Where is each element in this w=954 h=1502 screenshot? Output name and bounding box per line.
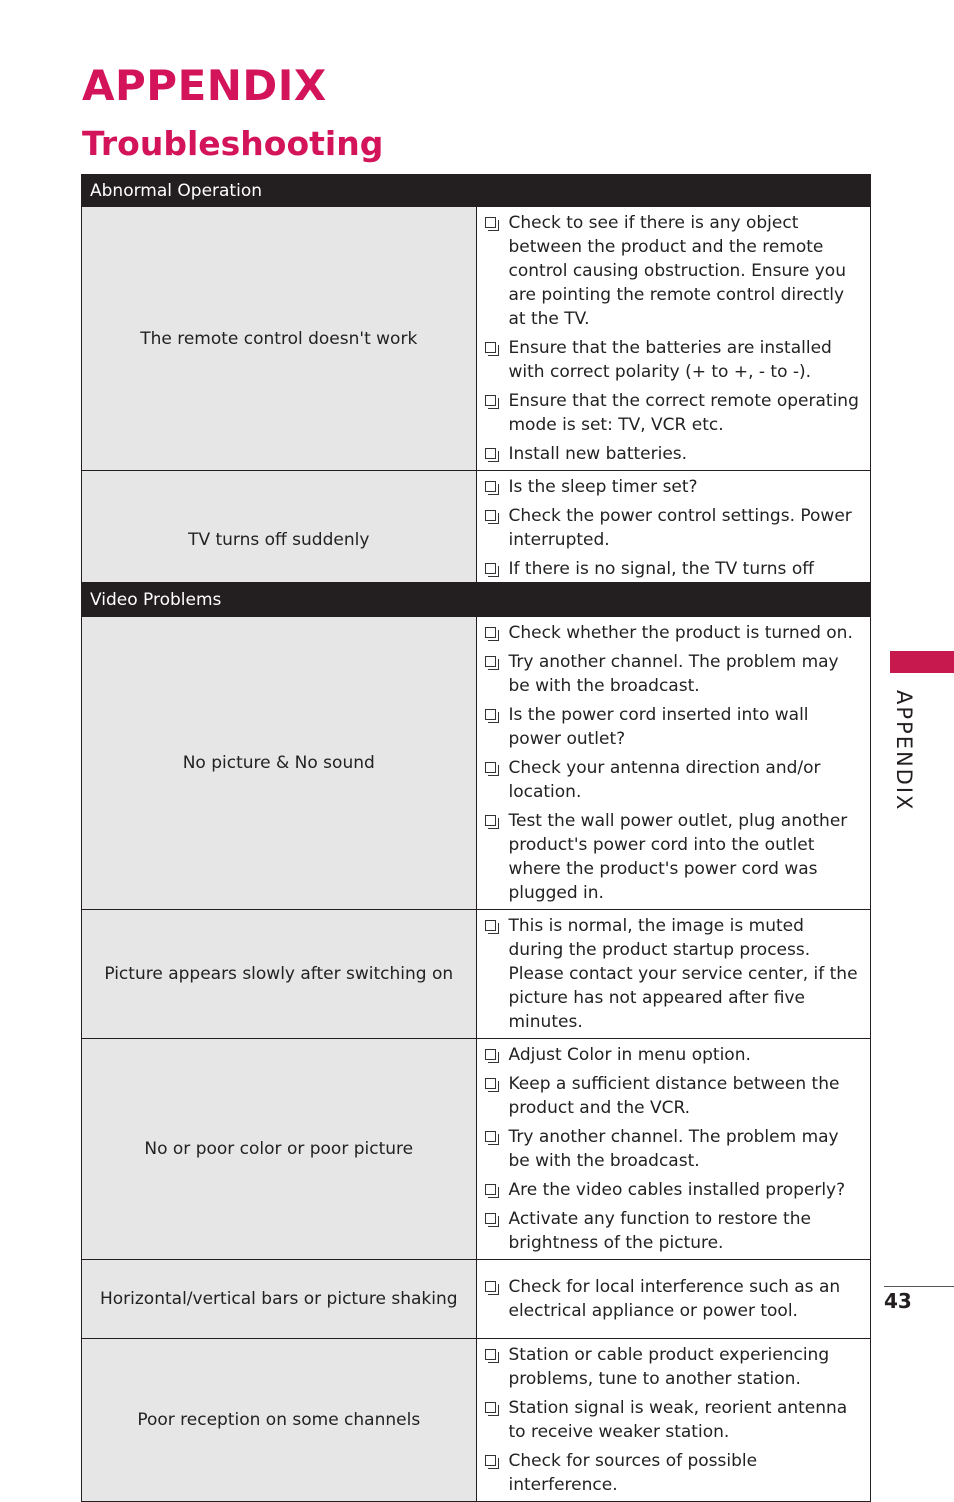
table-row [82,1339,871,1502]
list-item: Ensure that the correct remote operating mode is set: TV, VCR etc. [485,389,863,437]
list-item: Adjust Color in menu option. [485,1043,863,1067]
list-item: Try another channel. The problem may be with the broadcast. [485,650,863,698]
checkbox-bullet-icon [485,448,496,459]
checkbox-bullet-icon [485,762,496,773]
checkbox-bullet-icon [485,217,496,228]
list-item: Station or cable product experiencing problems, tune to another station. [485,1343,863,1391]
side-tab-marker [890,651,954,673]
checkbox-bullet-icon [485,815,496,826]
checkbox-bullet-icon [485,627,496,638]
section-heading: APPENDIX [82,61,327,110]
solution-cell [476,1039,871,1260]
table-heading: Video Problems [82,583,871,617]
table-row [82,1260,871,1339]
list-item: Check to see if there is any object between the product and the remote control causing obstruction. Ensure you are pointing the remote control directly at the TV. [485,211,863,331]
list-item: This is normal, the image is muted during the product startup process. Please contact your service center, if the picture has not appeared after five minutes. [485,914,863,1034]
list-item: Install new batteries. [485,442,863,466]
table-row [82,1039,871,1260]
list-item: Try another channel. The problem may be with the broadcast. [485,1125,863,1173]
checkbox-bullet-icon [485,1131,496,1142]
problem-cell: Poor reception on some channels [82,1339,477,1502]
list-item: Station signal is weak, reorient antenna to receive weaker station. [485,1396,863,1444]
list-item: Are the video cables installed properly? [485,1178,863,1202]
list-item: Ensure that the batteries are installed with correct polarity (+ to +, - to -). [485,336,863,384]
list-item: Check the power control settings. Power interrupted. [485,504,863,552]
checkbox-bullet-icon [485,1349,496,1360]
list-item: Activate any function to restore the brightness of the picture. [485,1207,863,1255]
list-item: Check your antenna direction and/or location. [485,756,863,804]
problem-cell: No or poor color or poor picture [82,1039,477,1260]
table-row [82,207,871,471]
list-item: Check for sources of possible interference. [485,1449,863,1497]
solution-cell [476,910,871,1039]
solution-cell [476,207,871,471]
checkbox-bullet-icon [485,656,496,667]
table-heading: Abnormal Operation [82,175,871,207]
checkbox-bullet-icon [485,510,496,521]
checkbox-bullet-icon [485,395,496,406]
solution-cell [476,617,871,910]
problem-cell: Horizontal/vertical bars or picture shaking [82,1260,477,1339]
table-row [82,617,871,910]
list-item: Check whether the product is turned on. [485,621,863,645]
page-number: 43 [884,1289,912,1313]
table-row [82,910,871,1039]
checkbox-bullet-icon [485,1049,496,1060]
checkbox-bullet-icon [485,563,496,574]
list-item: If there is no signal, the TV turns off [485,557,863,605]
solution-cell [476,1260,871,1339]
checkbox-bullet-icon [485,1402,496,1413]
list-item: Test the wall power outlet, plug another product's power cord into the outlet where the product's power cord was plugged in. [485,809,863,905]
problem-cell: Picture appears slowly after switching on [82,910,477,1039]
solution-cell [476,1339,871,1502]
list-item: Is the power cord inserted into wall power outlet? [485,703,863,751]
checkbox-bullet-icon [485,342,496,353]
problem-cell: No picture & No sound [82,617,477,910]
checkbox-bullet-icon [485,1213,496,1224]
checkbox-bullet-icon [485,709,496,720]
list-item: Is the sleep timer set? [485,475,863,499]
side-tab-label: APPENDIX [892,690,916,812]
problem-cell: The remote control doesn't work [82,207,477,471]
checkbox-bullet-icon [485,920,496,931]
footer-divider [884,1286,954,1287]
abnormal-operation-table [81,174,871,610]
checkbox-bullet-icon [485,1184,496,1195]
checkbox-bullet-icon [485,1281,496,1292]
problem-cell: TV turns off suddenly [82,471,477,610]
checkbox-bullet-icon [485,1455,496,1466]
video-problems-table [81,582,871,1502]
checkbox-bullet-icon [485,1078,496,1089]
list-item: Keep a sufficient distance between the product and the VCR. [485,1072,863,1120]
checkbox-bullet-icon [485,481,496,492]
list-item: Check for local interference such as an electrical appliance or power tool. [485,1275,863,1323]
page-title: Troubleshooting [82,124,384,163]
